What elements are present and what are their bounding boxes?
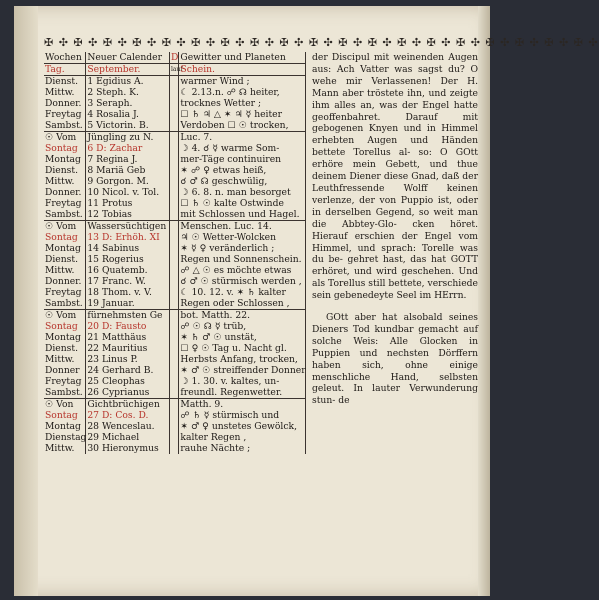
calendar-entry: 21 Matthäus [86,332,170,343]
day-name: Donner. [44,276,86,287]
header-moon-sub: lauf [170,64,179,76]
moon-phase [170,287,179,298]
weather-forecast: ✶ ♄ ♂ ☉ unstät, [179,332,306,343]
calendar-entry: 30 Hieronymus [86,443,170,454]
moon-phase [170,232,179,243]
day-name: Mittw. [44,443,86,454]
weather-forecast: ☐ ♄ ☉ kalte Ostwinde [179,198,306,209]
moon-phase [170,165,179,176]
calendar-entry: 29 Michael [86,432,170,443]
calendar-entry: 23 Linus P. [86,354,170,365]
calendar-entry: 7 Regina J. [86,154,170,165]
narrative-paragraph-2: GOtt aber hat alsobald seines Dieners Tod kundbar gemacht auf solche Weis: Alle Glocken in Puppien und nechsten Dörffern haben sich, ohne einige menschliche Hand, selbsten geleut. In lauter Verwunderung stun- de [312,312,478,407]
day-name: Sontag [44,410,86,421]
calendar-entry: 17 Franc. W. [86,276,170,287]
day-row [44,298,306,310]
header-weather: Gewitter und Planeten [179,52,306,64]
sunday-gospel-row [44,132,306,144]
weather-forecast: ☽ 6. 8. n. man besorget [179,187,306,198]
day-name: ☉ Vom [44,132,86,144]
day-row [44,120,306,132]
weather-forecast: ☐ ♀ ☉ Tag u. Nacht gl. [179,343,306,354]
moon-phase [170,154,179,165]
day-name: Freytag [44,198,86,209]
calendar-entry: 18 Thom. v. V. [86,287,170,298]
calendar-entry: 15 Rogerius [86,254,170,265]
calendar-entry: Wassersüchtigen [86,221,170,233]
day-name: Sontag [44,232,86,243]
moon-phase [170,187,179,198]
header-days-sub: Tag. [44,64,86,76]
calendar-entry: 22 Mauritius [86,343,170,354]
moon-phase [170,354,179,365]
ornamental-border: ✠ ✣ ✠ ✣ ✠ ✣ ✠ ✣ ✠ ✣ ✠ ✣ ✠ ✣ ✠ ✣ ✠ ✣ ✠ ✣ ✠ ✣ ✠ ✣ ✠ ✣ ✠ ✣ ✠ ✣ ✠ ✣ ✠ ✣ ✠ ✣ ✠ ✣ [44,36,599,49]
day-row [44,176,306,187]
moon-phase [170,376,179,387]
day-name: Sontag [44,143,86,154]
day-name: Mittw. [44,354,86,365]
calendar-entry: 8 Mariä Geb [86,165,170,176]
header-moon: D [171,52,179,63]
day-row [44,287,306,298]
day-row [44,387,306,399]
weather-forecast: ✶ ☿ ♀ veränderlich ; [179,243,306,254]
weather-forecast: ☌ ♂ ☉ stürmisch werden , [179,276,306,287]
day-row [44,165,306,176]
header-row-top [44,52,306,64]
moon-phase [170,265,179,276]
day-row [44,254,306,265]
calendar-entry: 24 Gerhard B. [86,365,170,376]
day-row [44,87,306,98]
calendar-entry: 16 Quatemb. [86,265,170,276]
weather-forecast: Matth. 9. [179,399,306,411]
moon-phase [170,365,179,376]
moon-phase [170,176,179,187]
day-row [44,443,306,454]
calendar-entry: 4 Rosalia J. [86,109,170,120]
day-row [44,209,306,221]
calendar-entry: 2 Steph. K. [86,87,170,98]
narrative-paragraph-1: der Discipul mit weinenden Augen aus: Ach Vatter was sagst du? O wehe mir Verlassenen! Der H. Mann aber tröstete ihn, und zeigte ihm alles an, was der Engel hatte geoffenbahret. Darauf mit gebogenen Knyen und in Himmel erhebten Augen und Händen bettete Torellus al- so: O GOtt erhöre mein Gebett, und thue deinem Diener diese Gnad, daß der Leuthfressende Wolff keinen verlenze, der von Puppio ist, oder in derselben Gegend, so weit man die Abbtey-Glo- cken höret. Hierauf erschien der Engel vom Himmel, und sprach: Torelle was du be- gehret hast, das hat GOTT erhöret, und wird geschehen. Und als Torellus still bettete, verschiede sein gebenedeyte Seel im HErrn. [312,52,478,302]
day-name: Sambst. [44,387,86,399]
day-row [44,198,306,209]
weather-forecast: trocknes Wetter ; [179,98,306,109]
moon-phase [170,332,179,343]
moon-phase [170,209,179,221]
weather-forecast: ☽ 1. 30. v. kaltes, un- [179,376,306,387]
calendar-entry: 20 D: Fausto [86,321,170,332]
calendar-entry: 14 Sabinus [86,243,170,254]
header-row-bottom [44,64,306,76]
weather-forecast: ✶ ☍ ♀ etwas heiß, [179,165,306,176]
moon-phase [170,87,179,98]
weather-forecast: ☾ 2.13.n. ☍ ☊ heiter, [179,87,306,98]
day-row [44,354,306,365]
calendar-entry: 3 Seraph. [86,98,170,109]
weather-forecast: ☌ ♂ ☊ geschwülig, [179,176,306,187]
day-name: Dienst. [44,165,86,176]
calendar-entry: Jüngling zu N. [86,132,170,144]
calendar-entry: 5 Victorin. B. [86,120,170,132]
moon-phase [170,321,179,332]
weather-forecast: Verdoben ☐ ☉ trocken, [179,120,306,132]
moon-phase [170,143,179,154]
weather-forecast: ☍ △ ☉ es möchte etwas [179,265,306,276]
moon-phase [170,76,179,88]
moon-phase [170,120,179,132]
weather-forecast: mer-Täge continuiren [179,154,306,165]
weather-forecast: bot. Matth. 22. [179,310,306,322]
day-row [44,343,306,354]
moon-phase [170,310,179,322]
day-name: Dienst. [44,254,86,265]
weather-forecast: mit Schlossen und Hagel. [179,209,306,221]
day-row [44,243,306,254]
moon-phase [170,276,179,287]
calendar-entry: 6 D: Zachar [86,143,170,154]
day-name: Sambst. [44,120,86,132]
day-row [44,154,306,165]
day-name: Montag [44,421,86,432]
calendar-entry: 25 Cleophas [86,376,170,387]
day-row [44,276,306,287]
weather-forecast: Luc. 7. [179,132,306,144]
weather-forecast: kalter Regen , [179,432,306,443]
calendar-entry: 1 Egidius A. [86,76,170,88]
day-name: Sontag [44,321,86,332]
moon-phase [170,109,179,120]
header-calendar: Neuer Calender [86,52,170,64]
weather-forecast: ☍ ☉ ☊ ☿ trüb, [179,321,306,332]
calendar-entry: 12 Tobias [86,209,170,221]
day-row [44,410,306,421]
weather-forecast: ✶ ♂ ☉ streiffender Donner [180,365,306,376]
moon-phase [170,432,179,443]
sunday-gospel-row [44,399,306,411]
day-name: Montag [44,243,86,254]
day-row [44,265,306,276]
header-calendar-sub: September. [86,64,170,76]
day-row [44,98,306,109]
day-row [44,76,306,88]
weather-forecast: warmer Wind ; [179,76,306,88]
header-days: Wochen [44,52,86,64]
day-row [44,421,306,432]
moon-phase [170,443,179,454]
calendar-entry: 19 Januar. [86,298,170,310]
moon-phase [170,198,179,209]
day-name: ☉ Vom [44,310,86,322]
moon-phase [170,410,179,421]
calendar-entry: Gichtbrüchigen [86,399,170,411]
day-row [44,376,306,387]
weather-forecast: ☾ 10. 12. v. ✶ ♄ kalter [179,287,306,298]
day-row [44,187,306,198]
sunday-gospel-row [44,310,306,322]
book-spine-shadow [14,6,38,596]
day-name: Montag [44,154,86,165]
almanac-page [14,6,599,596]
calendar-table [44,52,306,454]
day-name: Freytag [44,287,86,298]
day-name: Montag [44,332,86,343]
weather-forecast: ☍ ♄ ☿ stürmisch und [179,410,306,421]
calendar-body [44,76,306,455]
day-name: Mittw. [44,87,86,98]
day-row [44,109,306,120]
weather-forecast: ☽ 4. ☌ ☿ warme Som- [179,143,306,154]
moon-phase [170,243,179,254]
calendar-entry: 27 D: Cos. D. [86,410,170,421]
day-name: ☉ Von [44,399,86,411]
weather-forecast: Regen und Sonnenschein. [179,254,306,265]
day-name: Mittw. [44,176,86,187]
moon-phase [170,98,179,109]
header-weather-sub: Schein. [179,64,306,76]
day-name: ☉ Vom [44,221,86,233]
moon-phase [170,399,179,411]
narrative-column [312,52,478,407]
day-name: Dienstag [45,432,87,443]
day-name: Donner. [44,98,86,109]
day-row [44,365,306,376]
moon-phase [170,387,179,399]
calendar-entry: fürnehmsten Ge [86,310,170,322]
moon-phase [170,221,179,233]
page-edge [478,6,490,596]
moon-phase [170,254,179,265]
day-name: Dienst. [44,76,86,88]
day-row [44,321,306,332]
day-name: Sambst. [44,209,86,221]
calendar-entry: 26 Cyprianus [86,387,170,399]
sunday-gospel-row [44,221,306,233]
weather-forecast: ✶ ♂ ♀ unstetes Gewölck, [179,421,306,432]
day-row [44,432,306,443]
moon-phase [170,132,179,144]
day-name: Freytag [44,376,86,387]
calendar-entry: 10 Nicol. v. Tol. [86,187,170,198]
day-row [44,232,306,243]
weather-forecast: freundl. Regenwetter. [179,387,306,399]
calendar-entry: 9 Gorgon. M. [86,176,170,187]
calendar-entry: 13 D: Erhöh. XI [86,232,170,243]
moon-phase [170,298,179,310]
day-name: Donner [44,365,86,376]
weather-forecast: Menschen. Luc. 14. [179,221,306,233]
day-name: Dienst. [44,343,86,354]
day-name: Mittw. [44,265,86,276]
weather-forecast: rauhe Nächte ; [179,443,306,454]
calendar-entry: 28 Wenceslau. [86,421,170,432]
day-name: Freytag [44,109,86,120]
calendar-entry: 11 Protus [86,198,170,209]
weather-forecast: Regen oder Schlossen , [179,298,306,310]
weather-forecast: ☐ ♄ ♃ △ ✶ ♃ ☿ heiter [179,109,306,120]
day-name: Donner. [44,187,86,198]
weather-forecast: ♃ ☉ Wetter-Wolcken [179,232,306,243]
day-name: Sambst. [44,298,86,310]
moon-phase [170,343,179,354]
moon-phase [170,421,179,432]
day-row [44,143,306,154]
day-row [44,332,306,343]
weather-forecast: Herbsts Anfang, trocken, [179,354,306,365]
